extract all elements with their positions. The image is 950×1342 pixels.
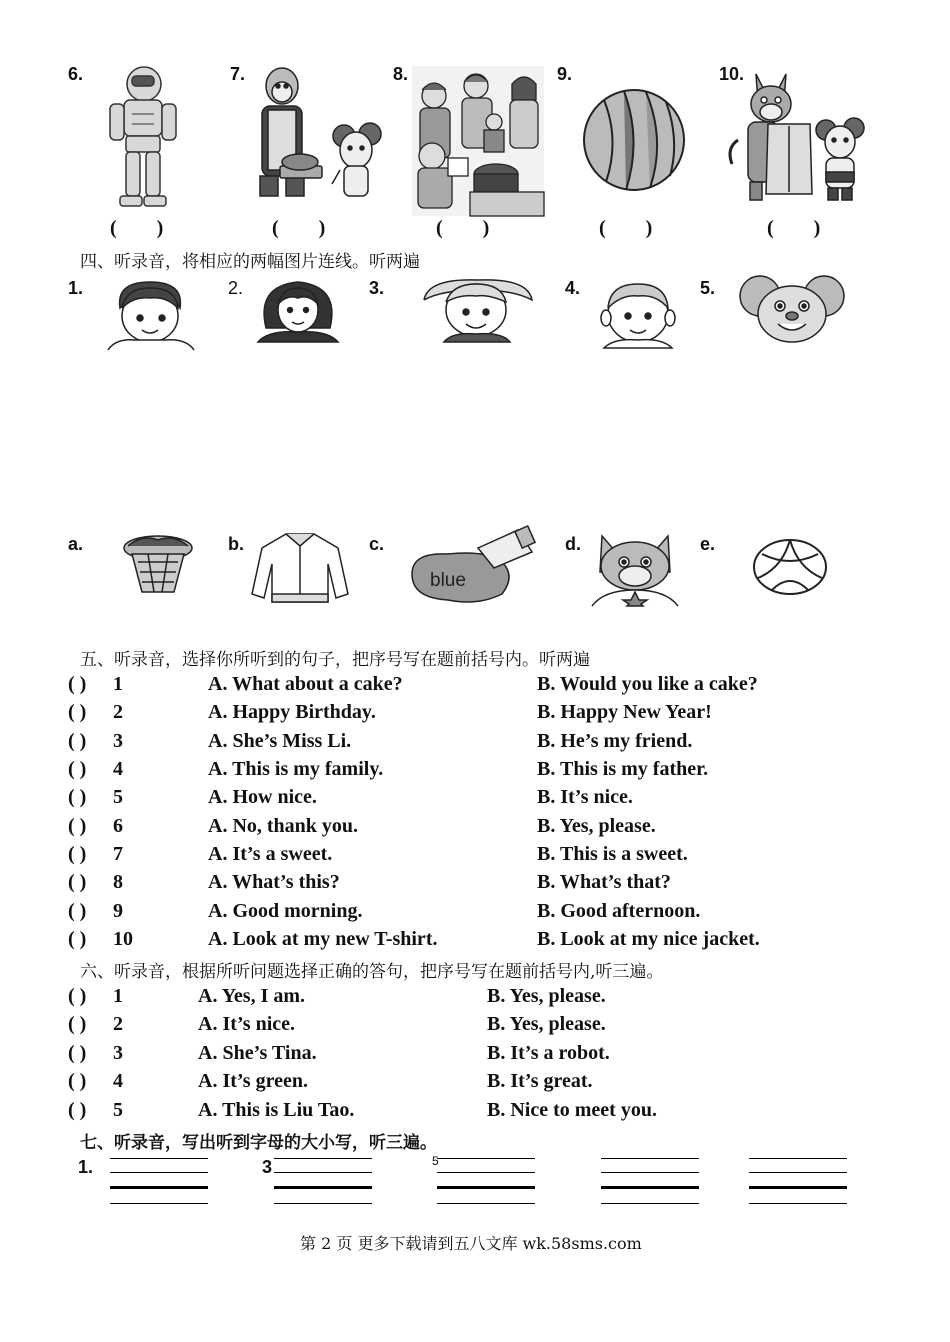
option-b: B. Yes, please. [537,815,656,837]
question-number: 2 [113,701,123,723]
option-b: B. It’s a robot. [487,1042,610,1064]
writing-line[interactable] [274,1158,372,1159]
blue-word: blue [430,570,466,591]
question-number: 3 [113,1042,123,1064]
option-a: A. What about a cake? [208,673,403,695]
option-a: A. Good morning. [208,900,363,922]
question-number: 1 [113,673,123,695]
option-b: B. Happy New Year! [537,701,712,723]
section6-heading: 六、听录音，根据所听问题选择正确的答句，把序号写在题前括号内,听三遍。 [80,962,664,982]
question-number: 5 [113,786,123,808]
section4-heading: 四、听录音，将相应的两幅图片连线。听两遍 [80,252,420,272]
option-b: B. It’s great. [487,1070,593,1092]
answer-paren-8[interactable]: ( ) [436,217,490,239]
boy2-face-icon [594,278,682,348]
ice-cream-icon [118,532,198,594]
top-number-2: 2. [228,278,244,298]
ball-icon [580,86,688,194]
writing-line[interactable] [110,1172,208,1173]
option-a: A. It’s a sweet. [208,843,333,865]
option-a: A. No, thank you. [208,815,359,837]
volleyball-icon [752,538,828,596]
item-number-10: 10. [719,64,745,84]
question-number: 4 [113,758,123,780]
option-b: B. Yes, please. [487,1013,606,1035]
writing-line[interactable] [749,1203,847,1204]
answer-paren[interactable]: ( ) [68,730,87,752]
answer-paren[interactable]: ( ) [68,1013,87,1035]
option-a: A. Happy Birthday. [208,701,376,723]
jacket-icon [250,528,350,608]
writing-line[interactable] [274,1203,372,1204]
bottom-letter-e: e. [700,534,716,554]
answer-paren[interactable]: ( ) [68,871,87,893]
answer-paren[interactable]: ( ) [68,673,87,695]
writing-line[interactable] [601,1158,699,1159]
question-number: 10 [113,928,133,950]
cat-jacket-mouse-icon [726,64,872,204]
question-number: 9 [113,900,123,922]
answer-paren[interactable]: ( ) [68,900,87,922]
writing-line[interactable] [601,1172,699,1173]
answer-paren[interactable]: ( ) [68,843,87,865]
question-number: 3 [113,730,123,752]
option-b: B. Yes, please. [487,985,606,1007]
writing-label-3: 3 [262,1157,273,1177]
option-b: B. This is a sweet. [537,843,688,865]
section5-heading: 五、听录音，选择你所听到的句子，把序号写在题前括号内。听两遍 [80,650,590,670]
writing-line[interactable] [274,1172,372,1173]
option-a: A. It’s green. [198,1070,308,1092]
answer-paren-10[interactable]: ( ) [767,217,821,239]
paint-tube-icon [408,528,536,606]
family-birthday-icon [412,66,544,216]
answer-paren-6[interactable]: ( ) [110,217,164,239]
monkey-cake-mouse-icon [252,66,388,202]
option-b: B. Would you like a cake? [537,673,758,695]
writing-line[interactable] [749,1186,847,1189]
answer-paren[interactable]: ( ) [68,1070,87,1092]
item-number-8: 8. [393,64,409,84]
answer-paren[interactable]: ( ) [68,701,87,723]
writing-label-5: 5 [432,1154,439,1168]
option-a: A. This is Liu Tao. [198,1099,355,1121]
question-number: 8 [113,871,123,893]
item-number-7: 7. [230,64,246,84]
question-number: 2 [113,1013,123,1035]
writing-line[interactable] [601,1186,699,1189]
answer-paren[interactable]: ( ) [68,758,87,780]
boy-face-icon [106,278,198,350]
option-a: A. What’s this? [208,871,340,893]
option-b: B. This is my father. [537,758,709,780]
writing-line[interactable] [110,1186,208,1189]
page-footer: 第 2 页 更多下载请到五八文库 wk.58sms.com [300,1234,642,1253]
writing-line[interactable] [437,1158,535,1159]
question-number: 1 [113,985,123,1007]
girl-face-icon [418,276,538,342]
option-b: B. He’s my friend. [537,730,693,752]
question-number: 4 [113,1070,123,1092]
option-a: A. Yes, I am. [198,985,306,1007]
item-number-9: 9. [557,64,573,84]
bottom-letter-b: b. [228,534,244,554]
question-number: 6 [113,815,123,837]
answer-paren-9[interactable]: ( ) [599,217,653,239]
answer-paren[interactable]: ( ) [68,815,87,837]
option-b: B. Look at my nice jacket. [537,928,760,950]
answer-paren[interactable]: ( ) [68,928,87,950]
answer-paren-7[interactable]: ( ) [272,217,326,239]
item-number-6: 6. [68,64,84,84]
section7-heading: 七、听录音，写出听到字母的大小写，听三遍。 [80,1133,437,1153]
option-b: B. Nice to meet you. [487,1099,657,1121]
option-a: A. It’s nice. [198,1013,296,1035]
top-number-4: 4. [565,278,581,298]
writing-label-1: 1. [78,1157,94,1177]
answer-paren[interactable]: ( ) [68,985,87,1007]
question-number: 5 [113,1099,123,1121]
answer-paren[interactable]: ( ) [68,1042,87,1064]
top-number-1: 1. [68,278,84,298]
question-number: 7 [113,843,123,865]
writing-line[interactable] [437,1186,535,1189]
option-a: A. This is my family. [208,758,384,780]
cat-face-icon [590,532,680,606]
bottom-letter-a: a. [68,534,84,554]
top-number-5: 5. [700,278,716,298]
writing-line[interactable] [110,1158,208,1159]
option-a: A. How nice. [208,786,317,808]
option-b: B. It’s nice. [537,786,633,808]
writing-line[interactable] [437,1203,535,1204]
robot-icon [104,64,180,210]
option-a: A. Look at my new T-shirt. [208,928,438,950]
writing-line[interactable] [749,1158,847,1159]
option-a: A. She’s Miss Li. [208,730,352,752]
writing-line[interactable] [274,1186,372,1189]
bottom-letter-c: c. [369,534,385,554]
answer-paren[interactable]: ( ) [68,786,87,808]
mouse-face-icon [738,272,846,344]
writing-line[interactable] [601,1203,699,1204]
writing-line[interactable] [110,1203,208,1204]
top-number-3: 3. [369,278,385,298]
woman-face-icon [252,276,344,342]
option-a: A. She’s Tina. [198,1042,317,1064]
option-b: B. Good afternoon. [537,900,701,922]
writing-line[interactable] [749,1172,847,1173]
answer-paren[interactable]: ( ) [68,1099,87,1121]
bottom-letter-d: d. [565,534,581,554]
option-b: B. What’s that? [537,871,671,893]
writing-line[interactable] [437,1172,535,1173]
